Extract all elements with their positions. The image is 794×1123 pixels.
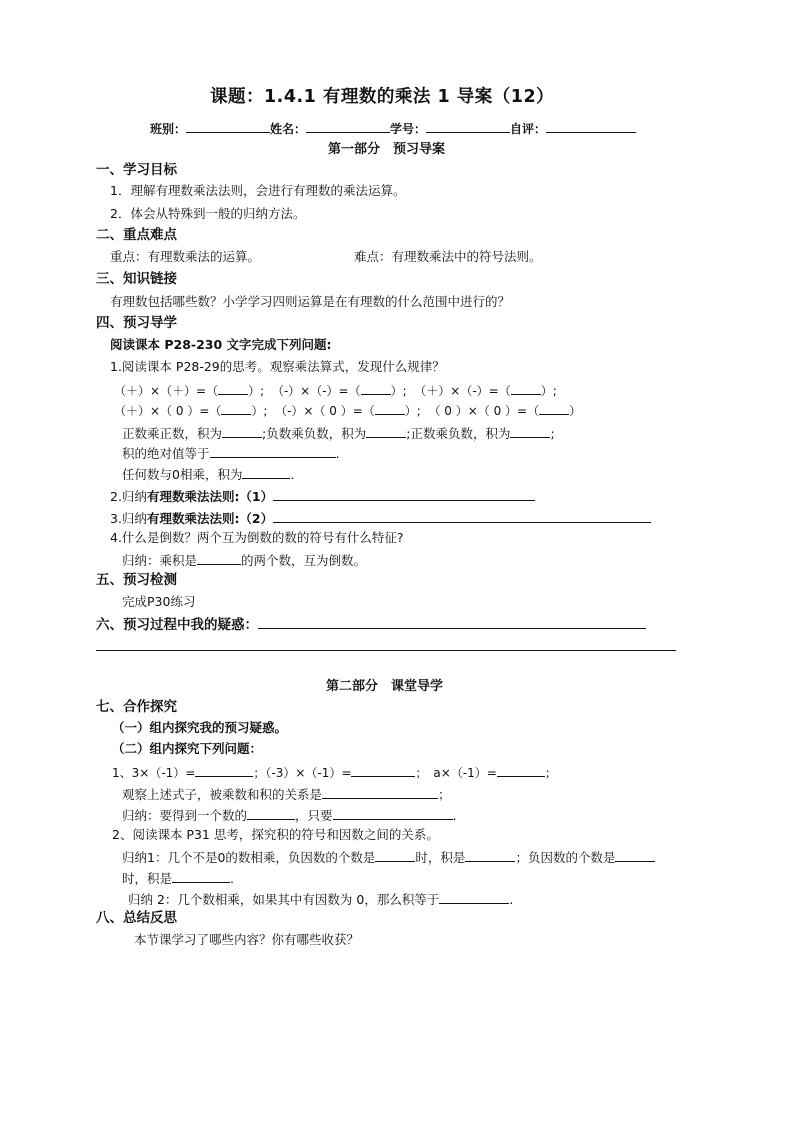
p-text: 观察上述式子，被乘数和积的关系是 — [122, 787, 323, 802]
p-text: ，只要 — [295, 808, 333, 823]
sign-rules — [122, 426, 555, 441]
p-text: 1、3×（-1）= — [112, 766, 196, 780]
eval-label: 自评： — [510, 122, 547, 136]
zero-line: 任何数与0相乘，积为 . — [122, 467, 295, 482]
s5-text: 完成P30练习 — [122, 594, 196, 609]
s4-q1: 1.阅读课本 P28-29的思考。观察乘法算式，发现什么规律？ — [110, 359, 445, 374]
s7-obs — [122, 787, 451, 802]
expr-end: ）; — [248, 384, 265, 398]
sign-row-1 — [114, 383, 557, 397]
s7-heading: 七、合作探究 — [96, 699, 177, 715]
p-text: 归纳1：几个不是0的数相乘，负因数的个数是 — [122, 850, 376, 865]
s8-text: 本节课学习了哪些内容？你有哪些收获？ — [134, 932, 360, 947]
answer-blank[interactable] — [172, 871, 230, 883]
s7-gn: 归纳：要得到一个数的 ，只要 . — [122, 808, 457, 823]
id-label: 学号： — [390, 122, 427, 136]
expr: （＋）×（ 0 ）=（ — [114, 404, 222, 418]
id-field[interactable] — [426, 121, 510, 133]
answer-blank[interactable] — [439, 892, 509, 904]
part2-title: 第二部分 课堂导学 — [326, 679, 444, 694]
answer-blank[interactable] — [497, 765, 545, 777]
doubts-field[interactable] — [258, 617, 646, 629]
s3-heading: 三、知识链接 — [96, 271, 177, 287]
s4-q4: 4.什么是倒数？两个互为倒数的数的符号有什么特征? — [110, 530, 404, 545]
eval-field[interactable] — [546, 121, 636, 133]
s7-sub2: （二）组内探究下列问题： — [112, 741, 263, 756]
s7-g2: 归纳 2：几个数相乘，如果其中有因数为 0，那么积等于 . — [128, 892, 514, 907]
p-text: 归纳：要得到一个数的 — [122, 808, 248, 823]
answer-blank[interactable] — [273, 511, 651, 523]
answer-blank[interactable] — [221, 403, 251, 415]
difficult-point: 难点：有理数乘法中的符号法则。 — [354, 249, 542, 264]
s7-p1 — [112, 765, 557, 779]
s4-heading: 四、预习导学 — [96, 315, 177, 331]
p-text: ； a×（-1）= — [415, 766, 497, 780]
p-text: ； — [438, 787, 451, 802]
q-text: 3.归纳 — [110, 511, 147, 526]
sign-text: ;负数乘负数，积为 — [262, 426, 367, 441]
expr: （-）×（-）=（ — [271, 384, 361, 398]
answer-blank[interactable] — [247, 808, 295, 820]
expr-end: ）; — [251, 404, 268, 418]
p-text: ；负因数的个数是 — [515, 850, 616, 865]
answer-blank[interactable] — [197, 553, 241, 565]
s4-q3 — [110, 511, 651, 526]
answer-blank[interactable] — [511, 383, 541, 395]
p-text: ； — [544, 766, 557, 780]
answer-blank[interactable] — [361, 383, 391, 395]
page-title: 课题：1.4.1 有理数的乘法 1 导案（12） — [210, 87, 555, 107]
p-text: 归纳 2：几个数相乘，如果其中有因数为 0，那么积等于 — [128, 892, 440, 907]
answer-blank[interactable] — [375, 850, 415, 862]
name-label: 姓名： — [270, 122, 307, 136]
q-text: 2.归纳 — [110, 489, 147, 504]
s4-intro: 阅读课本 P28-230 文字完成下列问题: — [110, 337, 332, 352]
expr: （-）×（ 0 ）=（ — [275, 404, 375, 418]
s3-text: 有理数包括哪些数？小学学习四则运算是在有理数的什么范围中进行的？ — [110, 294, 511, 309]
student-info-row — [150, 121, 636, 135]
answer-blank[interactable] — [510, 426, 550, 438]
expr-end: ） — [569, 404, 582, 418]
s2-heading: 二、重点难点 — [96, 227, 177, 243]
s1-item: 1．理解有理数乘法法则，会进行有理数的乘法运算。 — [110, 183, 406, 198]
answer-blank[interactable] — [375, 403, 405, 415]
answer-blank[interactable] — [242, 467, 290, 479]
s1-heading: 一、学习目标 — [96, 162, 177, 178]
expr-end: ）; — [540, 384, 557, 398]
s7-p2: 2、阅读课本 P31 思考，探究积的符号和因数之间的关系。 — [112, 827, 439, 842]
expr: （＋）×（＋）=（ — [114, 384, 219, 398]
answer-blank[interactable] — [322, 787, 438, 799]
expr: （ 0 ）×（ 0 ）=（ — [428, 404, 540, 418]
name-field[interactable] — [306, 121, 390, 133]
answer-blank[interactable] — [273, 489, 535, 501]
answer-blank[interactable] — [539, 403, 569, 415]
expr-end: ）; — [404, 404, 421, 418]
abs-text: 积的绝对值等于 — [122, 446, 210, 461]
s4-q2 — [110, 489, 535, 504]
answer-blank[interactable] — [195, 765, 253, 777]
sign-text: ;正数乘负数，积为 — [406, 426, 511, 441]
s7-sub1: （一）组内探究我的预习疑惑。 — [112, 720, 288, 735]
q-text: 归纳：乘积是 — [122, 553, 198, 568]
s6-heading — [96, 617, 646, 633]
sign-row-2 — [114, 403, 581, 417]
abs-line: 积的绝对值等于 . — [122, 446, 340, 461]
answer-blank[interactable] — [222, 426, 262, 438]
s7-g1-cont: 时，积是 . — [122, 871, 234, 886]
key-point: 重点：有理数乘法的运算。 — [110, 249, 261, 264]
s5-heading: 五、预习检测 — [96, 572, 177, 588]
s6-heading-text: 六、预习过程中我的疑惑： — [96, 617, 258, 633]
p-text: 时，积是 — [122, 871, 173, 886]
answer-blank[interactable] — [465, 850, 515, 862]
p-text: 时，积是 — [415, 850, 466, 865]
class-field[interactable] — [186, 121, 270, 133]
p-text: ；（-3）×（-1）= — [253, 766, 352, 780]
zero-text: 任何数与0相乘，积为 — [122, 467, 243, 482]
sign-text: ; — [550, 426, 555, 441]
part1-title: 第一部分 预习导案 — [328, 142, 446, 157]
answer-blank[interactable] — [351, 765, 415, 777]
answer-blank[interactable] — [210, 446, 336, 458]
answer-blank[interactable] — [218, 383, 248, 395]
answer-blank[interactable] — [366, 426, 406, 438]
s4-q4-answer — [122, 553, 366, 568]
s8-heading: 八、总结反思 — [96, 910, 177, 926]
q-text-bold: 有理数乘法法则:（2） — [146, 511, 274, 526]
s1-item: 2．体会从特殊到一般的归纳方法。 — [110, 206, 306, 221]
class-label: 班别： — [150, 122, 187, 136]
sign-text: 正数乘正数，积为 — [122, 426, 223, 441]
expr: （＋）×（-）=（ — [414, 384, 511, 398]
answer-blank[interactable] — [333, 808, 453, 820]
divider-line[interactable] — [96, 650, 676, 651]
q-text: 的两个数，互为倒数。 — [241, 553, 367, 568]
q-text-bold: 有理数乘法法则:（1） — [146, 489, 274, 504]
expr-end: ）; — [390, 384, 407, 398]
s7-g1 — [122, 850, 655, 865]
answer-blank[interactable] — [615, 850, 655, 862]
